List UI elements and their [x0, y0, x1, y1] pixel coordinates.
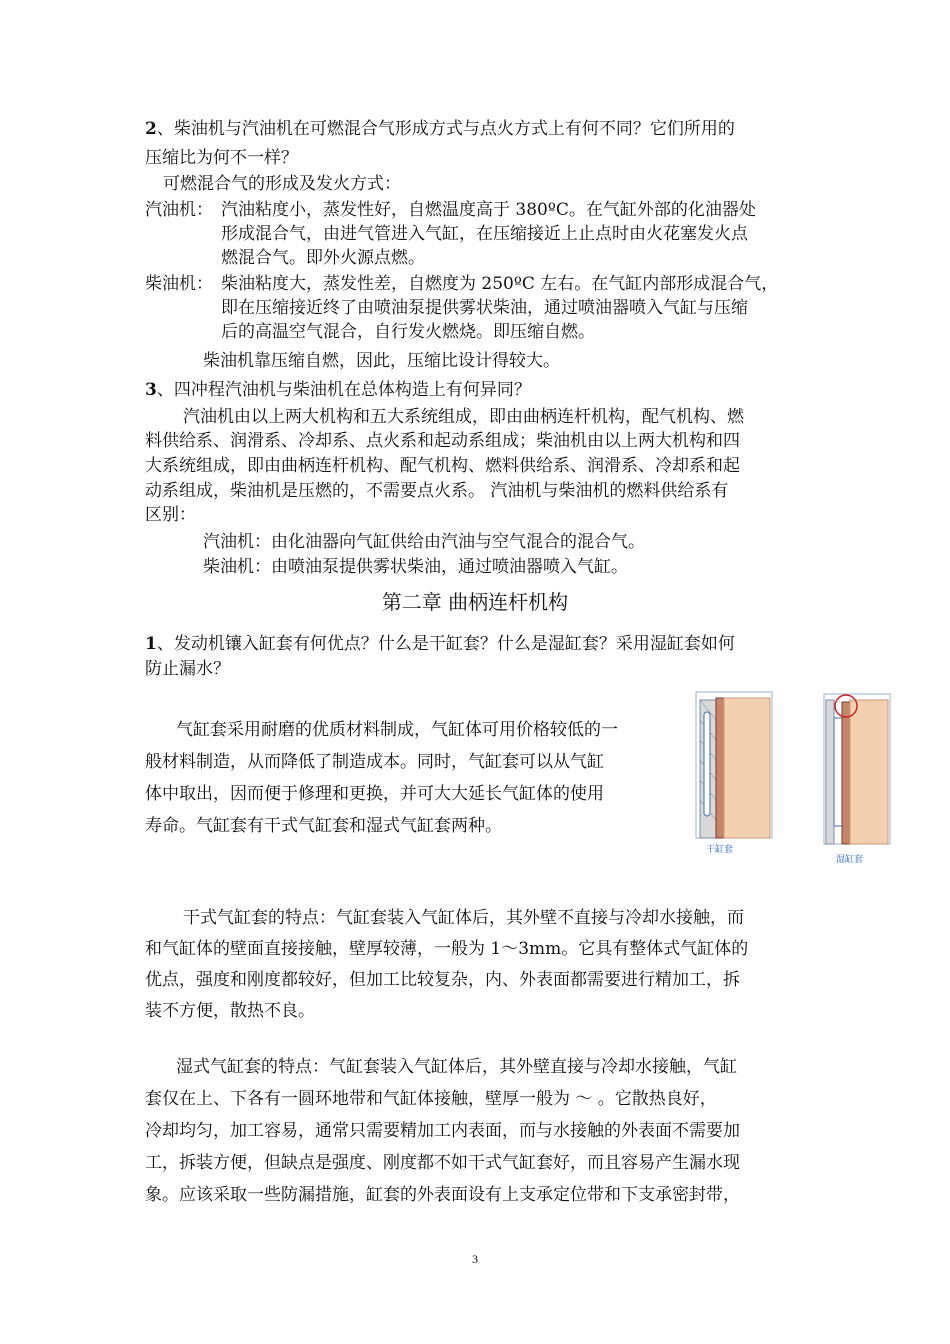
c1-number: 1 [145, 634, 157, 654]
q3-para-line2: 料供给系、润滑系、冷却系、点火系和起动系组成；柴油机由以上两大机构和四 [145, 431, 740, 451]
q3-para-line3: 大系统组成，即由曲柄连杆机构、配气机构、燃料供给系、润滑系、冷却系和起 [145, 456, 740, 476]
q3-gas: 汽油机：由化油器向气缸供给由汽油与空气混合的混合气。 [203, 532, 645, 552]
q2-number: 2 [145, 119, 157, 139]
wet-liner-line4: 工，拆装方便，但缺点是强度、刚度都不如干式气缸套好，而且容易产生漏水现 [145, 1153, 740, 1173]
page-number: 3 [472, 1252, 478, 1266]
wet-liner-caption: 湿缸套 [836, 855, 864, 865]
c1-answer-line1: 气缸套采用耐磨的优质材料制成，气缸体可用价格较低的一 [176, 720, 618, 740]
q2-summary: 柴油机靠压缩自燃，因此，压缩比设计得较大。 [203, 351, 560, 371]
dry-liner-line3: 优点，强度和刚度都较好，但加工比较复杂，内、外表面都需要进行精加工，拆 [145, 970, 740, 990]
c1-title-line1 [145, 632, 735, 656]
q3-title-text: 、四冲程汽油机与柴油机在总体构造上有何异同？ [156, 380, 531, 400]
q3-title [145, 378, 531, 402]
c1-answer-line3: 体中取出，因而便于修理和更换，并可大大延长气缸体的使用 [145, 784, 604, 804]
q2-diesel-line1: 柴油粘度大，蒸发性差，自燃度为 250ºC 左右。在气缸内部形成混合气， [221, 274, 779, 294]
q3-diesel: 柴油机：由喷油泵提供雾状柴油，通过喷油器喷入气缸。 [203, 557, 628, 577]
q2-gas-line2: 形成混合气，由进气管进入气缸，在压缩接近上止点时由火花塞发火点 [221, 224, 748, 244]
c1-answer-line2: 般材料制造，从而降低了制造成本。同时，气缸套可以从气缸 [145, 752, 604, 772]
q2-diesel-label: 柴油机： [145, 274, 213, 294]
q2-gas-line3: 燃混合气。即外火源点燃。 [221, 248, 425, 268]
wet-liner-line1: 湿式气缸套的特点：气缸套装入气缸体后，其外壁直接与冷却水接触，气缸 [176, 1057, 737, 1077]
q2-title-line2: 压缩比为何不一样？ [145, 148, 298, 168]
wet-liner-drawing [820, 690, 892, 848]
q3-number: 3 [145, 380, 157, 400]
chapter-title: 第二章 曲柄连杆机构 [381, 590, 569, 614]
wet-liner-line2: 套仅在上、下各有一圆环地带和气缸体接触，壁厚一般为 ～ 。它散热良好， [145, 1089, 717, 1109]
dry-liner-line2: 和气缸体的壁面直接接触，壁厚较薄，一般为 1～3mm。它具有整体式气缸体的 [145, 939, 749, 959]
dry-liner-figure [694, 690, 774, 858]
q2-title-line1 [145, 117, 735, 141]
wet-liner-line3: 冷却均匀，加工容易，通常只需要精加工内表面，而与水接触的外表面不需要加 [145, 1121, 740, 1141]
c1-title-text: 、发动机镶入缸套有何优点？什么是干缸套？什么是湿缸套？采用湿缸套如何 [156, 634, 735, 654]
c1-title-line2: 防止漏水？ [145, 659, 230, 679]
c1-answer-line4: 寿命。气缸套有干式气缸套和湿式气缸套两种。 [145, 816, 502, 836]
dry-liner-line4: 装不方便，散热不良。 [145, 1001, 315, 1021]
q2-title-text: 、柴油机与汽油机在可燃混合气形成方式与点火方式上有何不同？它们所用的 [156, 119, 735, 139]
wet-liner-figure [820, 690, 892, 868]
q3-para-line4: 动系组成，柴油机是压燃的，不需要点火系。 汽油机与柴油机的燃料供给系有 [145, 481, 729, 501]
q3-para-line1: 汽油机由以上两大机构和五大系统组成，即由曲柄连杆机构，配气机构、燃 [183, 407, 744, 427]
wet-liner-line5: 象。应该采取一些防漏措施，缸套的外表面设有上支承定位带和下支承密封带， [145, 1185, 740, 1205]
dry-liner-drawing [694, 690, 774, 840]
q2-gas-line1: 汽油粘度小，蒸发性好，自燃温度高于 380ºC。在气缸外部的化油器处 [221, 200, 756, 220]
dry-liner-line1: 干式气缸套的特点：气缸套装入气缸体后，其外壁不直接与冷却水接触，而 [183, 908, 744, 928]
q3-para-line5: 区别： [145, 505, 196, 525]
dry-liner-caption: 干缸套 [706, 845, 734, 855]
q2-diesel-line2: 即在压缩接近终了由喷油泵提供雾状柴油，通过喷油器喷入气缸与压缩 [221, 298, 748, 318]
q2-diesel-line3: 后的高温空气混合，自行发火燃烧。即压缩自燃。 [221, 322, 595, 342]
q2-gas-label: 汽油机： [145, 200, 213, 220]
q2-intro: 可燃混合气的形成及发火方式： [163, 174, 401, 194]
